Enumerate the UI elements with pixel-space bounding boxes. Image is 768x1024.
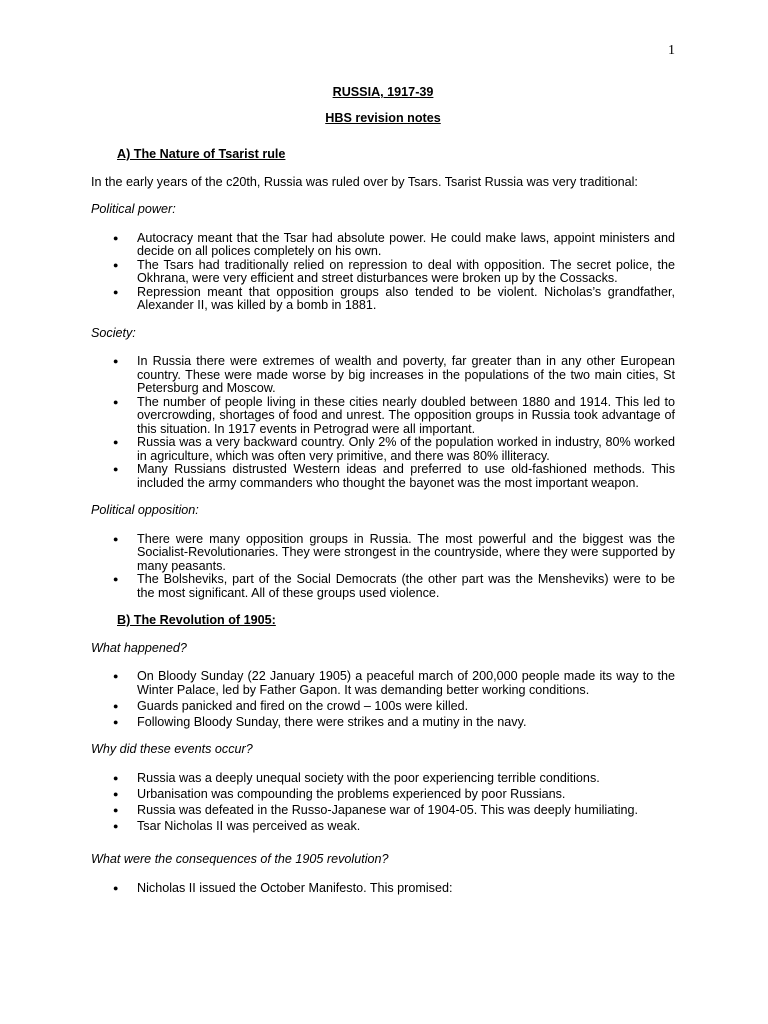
list-item: ● Russia was a deeply unequal society with the poor experiencing terrible conditions. <box>91 772 675 786</box>
list-item: ● Many Russians distrusted Western ideas and preferred to use old-fashioned methods. This included the army commanders who thought the bayonet was the most important weapon. <box>91 463 675 490</box>
why-list <box>91 772 675 834</box>
list-item: ● The Bolsheviks, part of the Social Democrats (the other part was the Mensheviks) were to be the most significant. All of these groups used violence. <box>91 573 675 600</box>
list-item: ● The Tsars had traditionally relied on repression to deal with opposition. The secret police, the Okhrana, were very efficient and street disturbances were broken up by the Cossacks. <box>91 259 675 286</box>
section-a-heading: A) The Nature of Tsarist rule <box>117 147 286 161</box>
list-item: ● In Russia there were extremes of wealth and poverty, far greater than in any other European country. These were made worse by big increases in the populations of the two main cities, St Petersburg and Moscow. <box>91 355 675 396</box>
list-item: ● Autocracy meant that the Tsar had absolute power. He could make laws, appoint ministers and decide on all polices completely on his own. <box>91 232 675 259</box>
document-title: RUSSIA, 1917-39 <box>332 85 434 99</box>
list-item: ● Urbanisation was compounding the problems experienced by poor Russians. <box>91 788 675 802</box>
what-happened-label: What happened? <box>91 640 187 655</box>
document-subtitle: HBS revision notes <box>325 110 441 125</box>
political-power-list <box>91 232 675 313</box>
document-body <box>91 86 675 909</box>
section-b-heading: B) The Revolution of 1905: <box>117 613 276 627</box>
list-item: ● Following Bloody Sunday, there were strikes and a mutiny in the navy. <box>91 716 675 730</box>
what-happened-list <box>91 670 675 729</box>
political-opposition-label: Political opposition: <box>91 503 199 517</box>
consequences-list <box>91 882 675 896</box>
society-label: Society: <box>91 325 136 340</box>
political-opposition-list <box>91 533 675 601</box>
list-item: ● The number of people living in these cities nearly doubled between 1880 and 1914. This led to overcrowding, shortages of food and unrest. The opposition groups in Russia took advantage of this situation. In 1917 events in Petrograd were all important. <box>91 396 675 437</box>
list-item: ● Russia was defeated in the Russo-Japanese war of 1904-05. This was deeply humiliating. <box>91 804 675 818</box>
list-item: ● On Bloody Sunday (22 January 1905) a peaceful march of 200,000 people made its way to the Winter Palace, led by Father Gapon. It was demanding better working conditions. <box>91 670 675 697</box>
list-item: ● Tsar Nicholas II was perceived as weak. <box>91 820 675 834</box>
consequences-label: What were the consequences of the 1905 revolution? <box>91 852 389 866</box>
list-item: ● Russia was a very backward country. Only 2% of the population worked in industry, 80% worked in agriculture, which was often very primitive, and there was 80% illiteracy. <box>91 436 675 463</box>
list-item: ● There were many opposition groups in Russia. The most powerful and the biggest was the Socialist-Revolutionaries. They were strongest in the countryside, where they were supported by many peasants. <box>91 533 675 574</box>
section-a-intro: In the early years of the c20th, Russia was ruled over by Tsars. Tsarist Russia was very traditional: <box>91 174 638 189</box>
list-item: ● Repression meant that opposition groups also tended to be violent. Nicholas’s grandfather, Alexander II, was killed by a bomb in 1881. <box>91 286 675 313</box>
list-item: ● Nicholas II issued the October Manifesto. This promised: <box>91 882 675 896</box>
page-number: 1 <box>668 43 675 58</box>
list-item: ● Guards panicked and fired on the crowd – 100s were killed. <box>91 700 675 714</box>
why-label: Why did these events occur? <box>91 742 253 756</box>
political-power-label: Political power: <box>91 202 176 216</box>
society-list <box>91 355 675 490</box>
